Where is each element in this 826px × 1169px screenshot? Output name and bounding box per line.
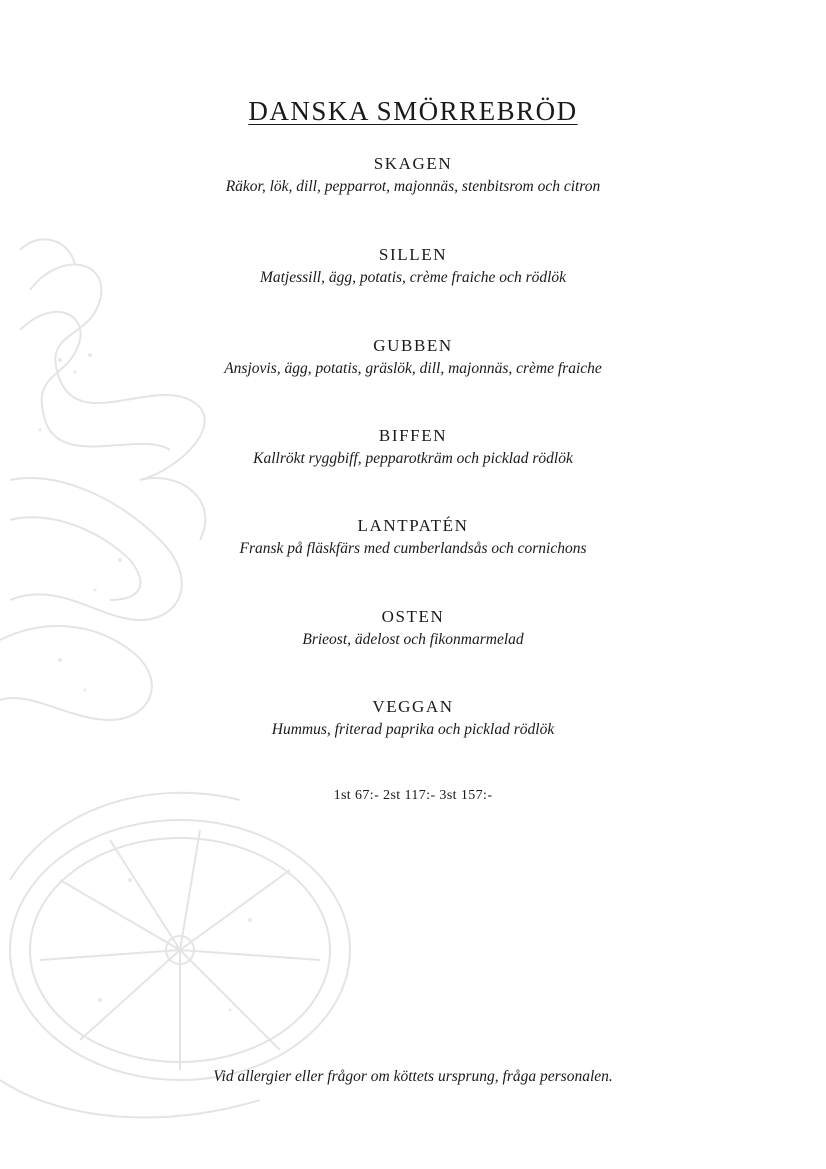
price-list: 1st 67:- 2st 117:- 3st 157:- xyxy=(333,788,493,803)
menu-item xyxy=(0,697,826,741)
menu-item-name: VEGGAN xyxy=(372,697,454,716)
menu-item xyxy=(0,516,826,560)
menu-item-description: Matjessill, ägg, potatis, crème fraiche och rödlök xyxy=(259,269,567,286)
menu-item-name: BIFFEN xyxy=(378,426,448,445)
menu-item xyxy=(0,154,826,198)
menu-item xyxy=(0,426,826,470)
menu-item-name: LANTPATÉN xyxy=(357,516,469,535)
menu-item xyxy=(0,336,826,380)
menu-item-description: Brieost, ädelost och fikonmarmelad xyxy=(302,631,524,648)
allergy-note: Vid allergier eller frågor om köttets ursprung, fråga personalen. xyxy=(213,1068,613,1085)
menu-item-name: GUBBEN xyxy=(373,336,453,355)
menu-item-description: Ansjovis, ägg, potatis, gräslök, dill, majonnäs, crème fraiche xyxy=(224,360,602,377)
menu-title: DANSKA SMÖRREBRÖD xyxy=(248,96,578,126)
menu-item-description: Fransk på fläskfärs med cumberlandsås och cornichons xyxy=(239,540,587,557)
menu-item-description: Räkor, lök, dill, pepparrot, majonnäs, stenbitsrom och citron xyxy=(225,178,601,195)
menu-item-name: OSTEN xyxy=(381,607,445,626)
menu-item xyxy=(0,245,826,289)
menu-item-name: SKAGEN xyxy=(373,154,453,173)
menu-item-name: SILLEN xyxy=(378,245,448,264)
menu-item-description: Hummus, friterad paprika och picklad rödlök xyxy=(271,721,555,738)
menu-item xyxy=(0,607,826,651)
menu-item-description: Kallrökt ryggbiff, pepparotkräm och picklad rödlök xyxy=(253,450,573,467)
